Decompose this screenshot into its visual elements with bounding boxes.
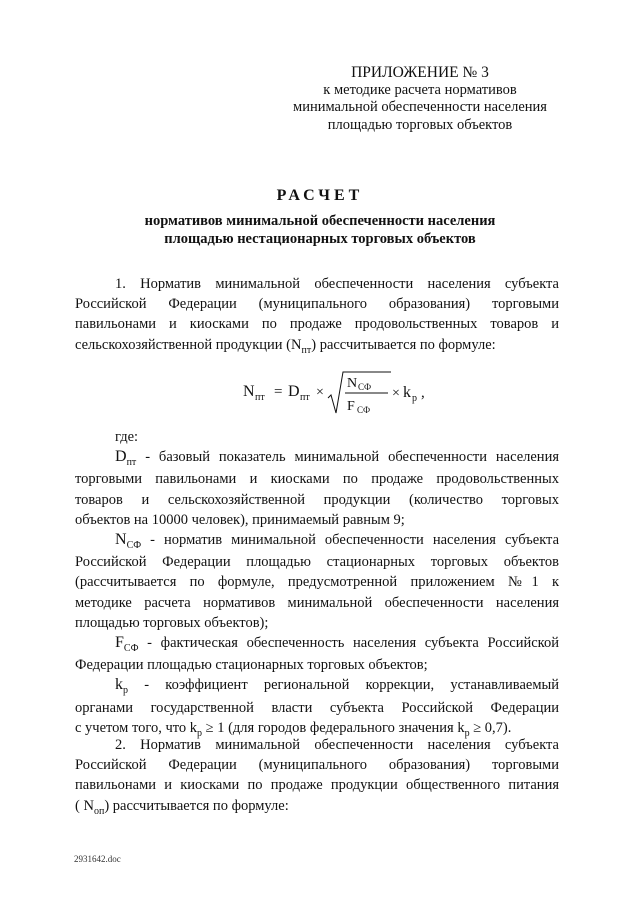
text-line: Российской Федерации (муниципального образования) торговыми	[75, 757, 559, 774]
paragraph-1	[75, 274, 559, 357]
document-title: РАСЧЕТ	[276, 187, 364, 204]
subtitle-line: площадью нестационарных торговых объектов	[164, 231, 476, 247]
formula-times-2: ×	[392, 386, 400, 401]
formula-lhs: N	[243, 383, 255, 400]
text-line: методике расчета нормативов минимальной обеспеченности населения	[75, 594, 559, 611]
formula-lhs-sub: пт	[255, 392, 265, 403]
text-line: с учетом того, что $k_р \ge 1$ (для городов федерального значения $k_р \ge 0,7$).	[75, 719, 512, 739]
text-line: площадью торговых объектов);	[75, 614, 269, 631]
document-subtitle	[0, 212, 640, 248]
text-line: 1. Норматив минимальной обеспеченности населения субъекта	[115, 276, 559, 292]
formula-k-sub: р	[412, 393, 417, 404]
formula-d: D	[288, 383, 300, 400]
subtitle-line: нормативов минимальной обеспеченности населения	[144, 213, 496, 229]
formula-d-sub: пт	[300, 392, 310, 403]
formula-k: k	[403, 384, 411, 401]
formula-equals: =	[274, 384, 283, 400]
text-line: товаров и сельскохозяйственной продукции (количество торговых	[75, 491, 559, 508]
text-line: павильонами и киосками по продаже продукции общественного питания	[75, 777, 559, 794]
text-line: (рассчитывается по формуле, предусмотренной приложением №1 к	[75, 574, 559, 591]
def-f-line: $F_{СФ}$ - фактическая обеспеченность населения субъекта Российской	[115, 634, 560, 655]
text-line: Федерации площадью стационарных торговых объектов;	[75, 657, 428, 674]
text-line: органами государственной власти субъекта Российской Федерации	[75, 699, 559, 716]
text-line: Российской Федерации площадью стационарных торговых объектов	[75, 554, 559, 571]
text-line: 2. Норматив минимальной обеспеченности населения субъекта	[115, 737, 559, 753]
formula-1	[243, 368, 543, 418]
formula-den: F	[347, 399, 355, 414]
annex-number: ПРИЛОЖЕНИЕ № 3	[351, 64, 489, 81]
def-n-line: $N_{СФ}$ - норматив минимальной обеспеченности населения субъекта	[115, 531, 560, 552]
definitions	[75, 427, 559, 740]
formula-num-sub: СФ	[358, 382, 372, 392]
formula-times: ×	[316, 385, 324, 400]
text-line: Российской Федерации (муниципального образования) торговыми	[75, 296, 559, 313]
formula-den-sub: СФ	[357, 405, 371, 415]
annex-line: к методике расчета нормативов	[323, 81, 517, 98]
def-k-line: $k_р$ - коэффициент региональной коррекции, устанавливаемый	[115, 676, 560, 697]
annex-line: минимальной обеспеченности населения	[293, 99, 547, 115]
def-d-line: $D_{пт}$ - базовый показатель минимальной обеспеченности населения	[115, 448, 559, 469]
annex-line: площадью торговых объектов	[327, 116, 513, 133]
text-line: объектов на 10000 человек), принимаемый равным 9;	[75, 511, 405, 528]
where-label: где:	[115, 429, 139, 445]
text-line: торговыми павильонами и киосками по продаже продовольственных	[75, 471, 559, 488]
text-line: павильонами и киосками по продаже продовольственных товаров и	[75, 316, 559, 333]
text-line: ( $N_{оп}$) рассчитывается по формуле:	[75, 797, 289, 817]
formula-num: N	[347, 376, 358, 391]
annex-header	[280, 64, 560, 134]
paragraph-2	[75, 735, 559, 818]
text-line: сельскохозяйственной продукции $(N_{пт})$ рассчитывается по формуле:	[75, 336, 496, 356]
formula-comma: ,	[421, 385, 425, 401]
file-footer: 2931642.doc	[74, 854, 121, 864]
